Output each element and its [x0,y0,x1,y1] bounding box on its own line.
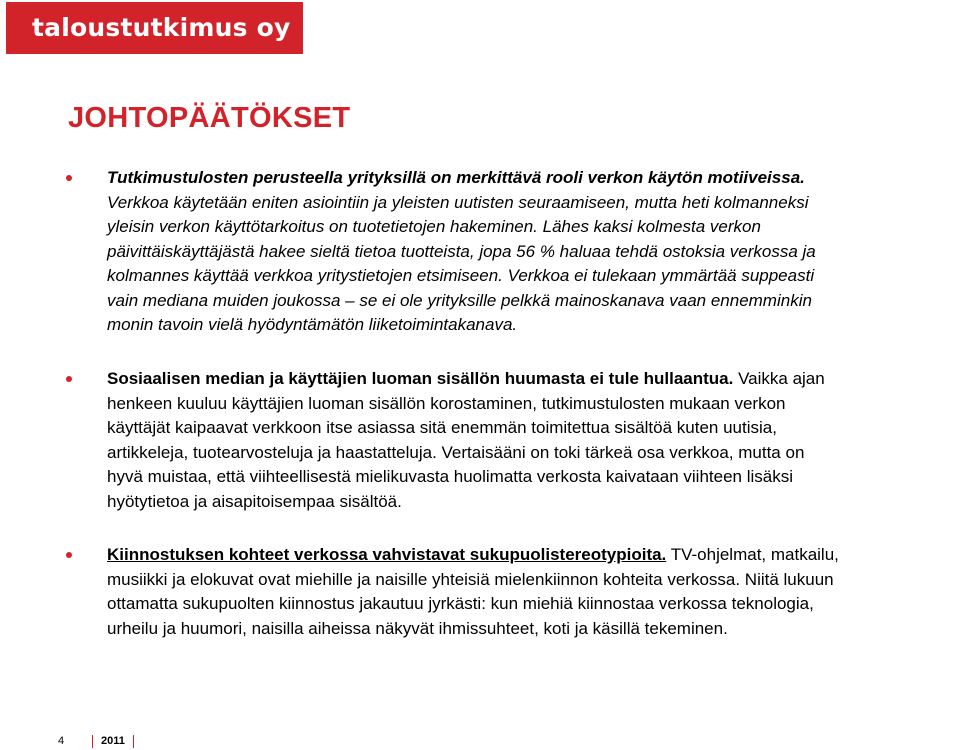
paragraph-line: käyttäjät kaipaavat verkkoon itse asiassa sitä enemmän toimitettua sisältöä kuten uutisia, [107,418,777,437]
footer-divider [92,735,93,748]
conclusion-heading: Sosiaalisen median ja käyttäjien luoman sisällön huumasta ei tule hullaantua. [107,369,734,388]
paragraph-line: Verkkoa käytetään eniten asiointiin ja yleisten uutisten seuraamiseen, mutta heti kolmanneksi [107,192,809,212]
page-footer [58,732,142,750]
paragraph-line: hyvä muistaa, että viihteellisestä mielikuvasta huolimatta verkosta kaivataan viihteen lisäksi [107,467,793,486]
paragraph-line: musiikki ja elokuvat ovat miehille ja naisille yhteisiä mielenkiinnon kohteita verkossa. Niitä lukuun [107,569,834,589]
bullet-icon [66,552,72,558]
conclusion-text [107,367,957,514]
logo-text: taloustutkimus oy [32,13,291,42]
paragraph-line: urheilu ja huumori, naisilla aiheissa näkyvät ihmissuhteet, koti ja käsillä tekeminen. [107,618,728,638]
conclusion-heading: Tutkimustulosten perusteella yrityksillä on merkittävä rooli verkon käytön motiiveissa. [107,168,805,187]
company-logo [6,2,303,54]
paragraph-line: artikkeleja, tuotearvosteluja ja haastatteluja. Vertaisääni on toki tärkeä osa verkkoa, mutta on [107,442,805,462]
paragraph-line: Vaikka ajan [733,369,825,388]
conclusion-heading: Kiinnostuksen kohteet verkossa vahvistavat sukupuolistereotypioita. [107,545,667,564]
conclusion-text [107,166,957,338]
bullet-icon [66,376,72,382]
paragraph-line: monin tavoin vielä hyödyntämätön liiketoimintakanava. [107,315,518,334]
paragraph-line: henkeen kuuluu käyttäjien luoman sisällön korostaminen, tutkimustulosten mukaan verkon [107,393,786,413]
footer-year: 2011 [101,735,125,747]
conclusion-text [107,543,957,641]
paragraph-line: päivittäiskäyttäjästä hakee sieltä tietoa tuotteista, jopa 56 % haluaa tehdä ostoksia verkossa ja [107,241,816,261]
bullet-icon [66,175,72,181]
footer-divider [133,735,134,748]
paragraph-line: hyötytietoa ja aisapitoisempaa sisältöä. [107,491,402,511]
paragraph-line: vain mediana muiden joukossa – se ei ole yrityksille pelkkä mainoskanava vaan ennemminkin [107,290,812,310]
paragraph-line: ottamatta sukupuolten kiinnostus jakautuu jyrkästi: kun miehiä kiinnostaa verkossa teknologia, [107,594,814,613]
page-title: JOHTOPÄÄTÖKSET [68,102,351,134]
paragraph-line: yleisin verkon käyttötarkoitus on tuotetietojen hakeminen. Lähes kaksi kolmesta verkon [107,217,761,236]
page-number: 4 [58,735,65,747]
paragraph-line: TV-ohjelmat, matkailu, [666,545,839,564]
paragraph-line: kolmannes käyttää verkkoa yritystietojen etsimiseen. Verkkoa ei tulekaan ymmärtää suppeasti [107,266,815,285]
